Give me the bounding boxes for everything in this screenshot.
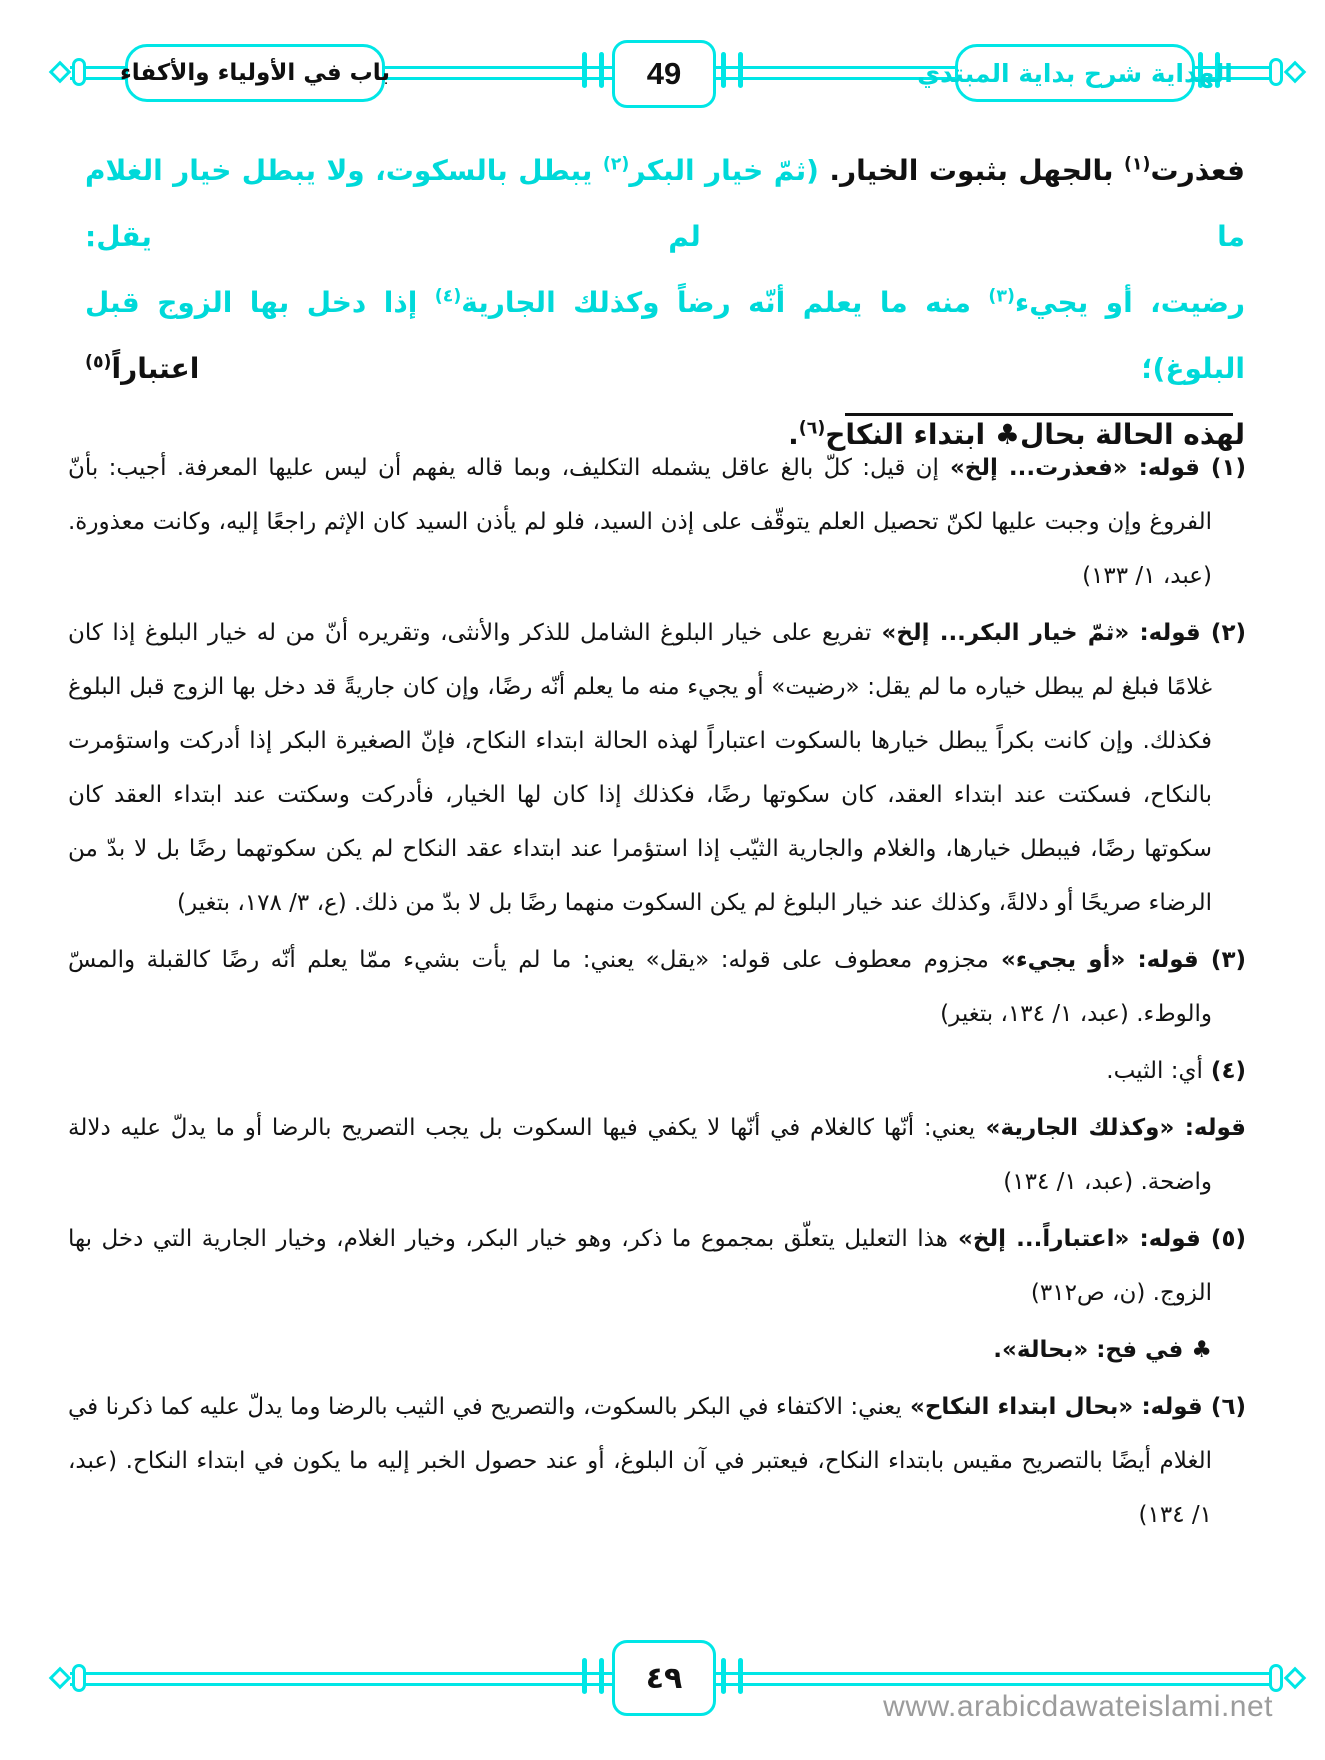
rail-bracket-icon [721, 52, 743, 88]
footnote-item [68, 1101, 1246, 1209]
page-number-cartouche [612, 40, 716, 108]
footnote-item [68, 441, 1246, 603]
matn-text-segment: (ثمّ خيار البكر [629, 154, 819, 187]
page-number: 49 [646, 56, 682, 91]
left-finial-icon [52, 1662, 112, 1696]
footnote-item [68, 606, 1246, 930]
footer-page-number: ٤٩ [645, 1660, 683, 1696]
rail-bracket-icon [721, 1658, 743, 1694]
matn-text-segment: لهذه الحالة بحال [1020, 418, 1245, 451]
matn-text-segment: يبطل بالسكوت، ولا يبطل خيار الغلام ما لم يقل: [85, 154, 1245, 253]
footnote-text-segment: إن قيل: كلّ بالغ عاقل يشمله التكليف، وبما قاله يفهم أن ليس عليها المعرفة. أجيب: بأنّ الفروغ وإن وجبت عليها لكنّ تحصيل العلم يتوقّف على إذن السيد، فلو لم يأذن السيد كان الإثم راجعًا إليه، وكانت معذورة. [68, 455, 1212, 535]
matn-text-segment: فعذرت [1150, 154, 1246, 187]
matn-text-segment: بالجهل بثبوت الخيار. [818, 154, 1124, 187]
footnote-lemma: (٣) قوله: «أو يجيء» [988, 947, 1246, 973]
footnote-lemma: ♣ في فح: «بحالة». [993, 1337, 1212, 1363]
footnote-item [68, 933, 1246, 1041]
matn-line [85, 270, 1245, 402]
footnote-lemma: (٢) قوله: «ثمّ خيار البكر... إلخ» [871, 620, 1246, 646]
rail-bracket-icon [582, 52, 604, 88]
footnote-text-segment: (ع، ٣/ ١٧٨، بتغير) [177, 890, 347, 916]
footnotes-section [68, 441, 1246, 1545]
rail-bracket-icon [582, 1658, 604, 1694]
footnote-text-segment: يعني: أنّها كالغلام في أنّها لا يكفي فيها السكوت بل يجب التصريح بالرضا أو ما يدلّ عليه دلالة واضحة. [68, 1115, 1212, 1195]
footnote-reference: (١) [1123, 154, 1151, 175]
footnote-text-segment: (عبد، ١/ ١٣٤) [1003, 1169, 1134, 1195]
footer-page-number-cartouche [612, 1640, 716, 1716]
chapter-title-cartouche [119, 44, 391, 102]
main-text [85, 138, 1245, 468]
footnote-separator [845, 413, 1233, 416]
left-finial-icon [52, 56, 112, 90]
footnote-lemma: (٤) [1202, 1058, 1246, 1084]
watermark: www.arabicdawateislami.net [883, 1690, 1273, 1723]
book-title-cartouche [917, 44, 1233, 102]
matn-text-segment: رضيت، أو يجيء [1014, 286, 1246, 319]
footnote-lemma: (٦) قوله: «بحال ابتداء النكاح» [901, 1394, 1246, 1420]
footnote-text-segment: تفريع على خيار البلوغ الشامل للذكر والأنثى، وتقريره أنّ من له خيار البلوغ إذا كان غلامًا فبلغ لم يبطل خياره ما لم يقل: «رضيت» أو يجيء منه ما يعلم أنّه رضًا، وإن كان جاريةً قد دخل بها الزوج قبل البلوغ فكذلك. وإن كانت بكراً يبطل خيارها بالسكوت اعتباراً لهذه الحالة ابتداء النكاح، فإنّ الصغيرة البكر إذا أدركت واستؤمرت بالنكاح، فسكتت عند ابتداء العقد، كان سكوتها رضًا، فكذلك إذا كان لها الخيار، فأدركت وسكتت عند ابتداء العقد كان سكوتها رضًا، فيبطل خيارها، والغلام والجارية الثيّب إذا استؤمرا عند ابتداء عقد النكاح لم يكن سكوتهما رضًا بل لا بدّ من الرضاء صريحًا أو دلالةً، وكذلك عند خيار البلوغ لم يكن السكوت منهما رضًا بل لا بدّ من ذلك. [68, 620, 1212, 916]
chapter-title: باب في الأولياء والأكفاء [119, 60, 391, 86]
footnote-item [68, 1212, 1246, 1320]
footnote-text-segment: يعني: الاكتفاء في البكر بالسكوت، والتصريح في الثيب بالرضا وما يدلّ عليه كما ذكرنا في الغلام أيضًا بالتصريح مقيس بابتداء النكاح، فيعتبر في آن البلوغ، أو عند حصول الخبر إليه ما يكون في ابتداء النكاح. [68, 1394, 1212, 1474]
header-ornament-band [0, 18, 1325, 138]
footnote-lemma: قوله: «وكذلك الجارية» [975, 1115, 1246, 1141]
footnote-lemma: (٥) قوله: «اعتباراً... إلخ» [947, 1226, 1246, 1252]
footnote-item [68, 1044, 1246, 1098]
footnote-reference: (٣) [988, 286, 1015, 307]
footnote-text-segment: مجزوم معطوف على قوله: «يقل» يعني: ما لم يأت بشيء ممّا يعلم أنّه رضًا كالقبلة والمسّ والوطء. [68, 947, 1212, 1027]
matn-line [85, 138, 1245, 270]
right-finial-icon [1243, 56, 1303, 90]
matn-text-segment: اعتباراً [111, 352, 200, 385]
footnote-item [68, 1380, 1246, 1542]
footnote-text-segment: (ن، ص٣١٢) [1030, 1280, 1146, 1306]
footnote-reference: (٤) [434, 286, 462, 307]
footnote-reference: (٥) [85, 352, 112, 373]
footnote-item [68, 1323, 1246, 1377]
matn-text-segment: . [788, 418, 799, 451]
footnote-text-segment: (عبد، ١/ ١٣٣) [1082, 563, 1212, 589]
book-title: الهداية شرح بداية المبتدي [917, 58, 1233, 88]
matn-text-segment: إذا دخل بها الزوج قبل البلوغ)؛ [85, 286, 1245, 385]
footnote-text-segment: (عبد، ١/ ١٣٤) [68, 1448, 1212, 1528]
footnote-reference: (٦) [798, 418, 826, 439]
matn-text-segment: ♣ [994, 418, 1020, 451]
matn-text-segment: ابتداء النكاح [825, 418, 995, 451]
footnote-lemma: (١) قوله: «فعذرت... إلخ» [938, 455, 1246, 481]
footnote-text-segment: (عبد، ١/ ١٣٤، بتغير) [940, 1001, 1129, 1027]
footnote-text-segment: هذا التعليل يتعلّق بمجموع ما ذكر، وهو خيار البكر، وخيار الغلام، وخيار الجارية التي دخل بها الزوج. [68, 1226, 1212, 1306]
footnote-reference: (٢) [602, 154, 630, 175]
footnote-text-segment: أي: الثيب. [1106, 1058, 1203, 1084]
matn-text-segment: منه ما يعلم أنّه رضاً وكذلك الجارية [461, 286, 989, 319]
